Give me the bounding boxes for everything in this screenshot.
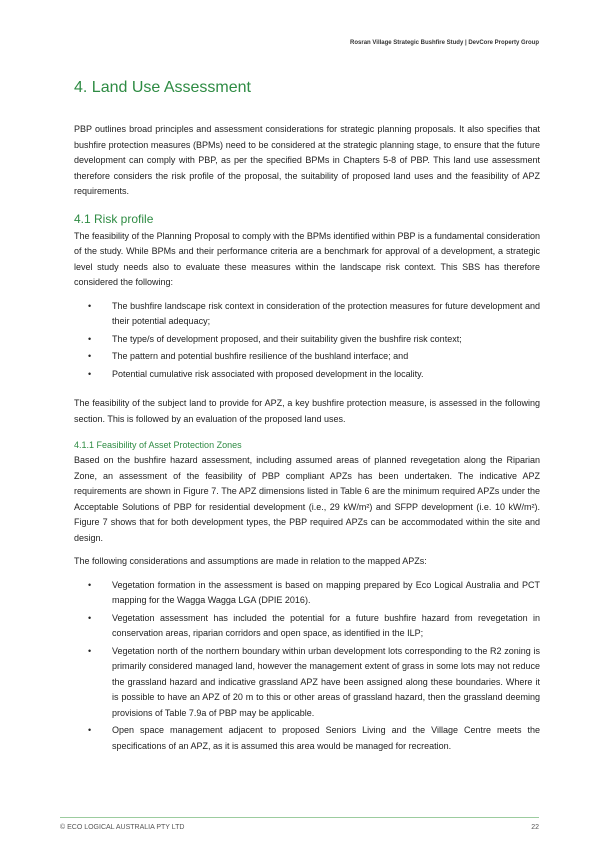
- risk-profile-list: [74, 299, 540, 383]
- bullet-icon: •: [88, 368, 92, 379]
- list-item-text: Vegetation assessment has included the potential for a future bushfire hazard from revegetation in conservation areas, riparian corridors and open space, as identified in the ILP;: [112, 612, 540, 638]
- risk-profile-paragraph-2: The feasibility of the subject land to provide for APZ, a key bushfire protection measure, is assessed in the following section. This is followed by an evaluation of the proposed land uses.: [74, 398, 540, 424]
- apz-list: [74, 578, 540, 755]
- bullet-icon: •: [88, 300, 92, 311]
- list-item: [74, 349, 540, 365]
- apz-paragraph-2: The following considerations and assumptions are made in relation to the mapped APZs:: [74, 556, 427, 566]
- list-item: [74, 611, 540, 642]
- list-item-text: The pattern and potential bushfire resilience of the bushland interface; and: [112, 351, 409, 361]
- bullet-icon: •: [88, 612, 92, 623]
- running-header: Rosran Village Strategic Bushfire Study | DevCore Property Group: [350, 40, 539, 46]
- list-item: [74, 332, 540, 348]
- list-item-text: The bushfire landscape risk context in consideration of the protection measures for future development and their potential adequacy;: [112, 300, 540, 326]
- footer-copyright: © ECO LOGICAL AUSTRALIA PTY LTD: [60, 824, 185, 831]
- page-content: [74, 78, 540, 762]
- list-item: [74, 723, 540, 754]
- bullet-icon: •: [88, 579, 92, 590]
- list-item-text: Vegetation formation in the assessment is based on mapping prepared by Eco Logical Australia and PCT mapping for the Wagga Wagga LGA (DPIE 2016).: [112, 579, 540, 605]
- list-item-text: Open space management adjacent to proposed Seniors Living and the Village Centre meets the specifications of an APZ, as it is assumed this area would be managed for recreation.: [112, 725, 540, 751]
- bullet-icon: •: [88, 645, 92, 656]
- risk-profile-paragraph-1: The feasibility of the Planning Proposal to comply with the BPMs identified within PBP is a fundamental consideration of the study. While BPMs and their performance criteria are a benchmark for approval of a development, a strategic level study needs also to evaluate these measures within the landscape risk context. This SBS has therefore considered the following:: [74, 230, 540, 287]
- page-title: 4. Land Use Assessment: [74, 79, 251, 96]
- intro-paragraph: PBP outlines broad principles and assessment considerations for strategic planning proposals. It also specifies that bushfire protection measures (BPMs) need to be considered at the strategic planning stage, to ensure that the future development can comply with PBP, as per the specified BPMs in Chapters 5-8 of PBP. This land use assessment therefore considers the risk profile of the proposal, the suitability of proposed land uses and the feasibility of APZ requirements.: [74, 124, 540, 196]
- apz-paragraph-1: Based on the bushfire hazard assessment, including assumed areas of planned revegetation along the Riparian Zone, an assessment of the feasibility of PBP compliant APZs has been undertaken. The indicative APZ requirements are shown in Figure 7. The APZ dimensions listed in Table 6 are the minimum required APZs under the Acceptable Solutions of PBP for residential development (i.e., 29 kW/m²) and SFPP development (i.e. 10 kW/m²). Figure 7 shows that for both development types, the PBP required APZs can be accommodated within the site and design.: [74, 455, 540, 543]
- list-item-text: The type/s of development proposed, and their suitability given the bushfire risk context;: [112, 333, 462, 344]
- bullet-icon: •: [88, 351, 92, 361]
- subsection-heading-apz: 4.1.1 Feasibility of Asset Protection Zones: [74, 440, 242, 450]
- bullet-icon: •: [88, 333, 92, 344]
- list-item-text: Vegetation north of the northern boundary within urban development lots corresponding to the R2 zoning is primarily considered managed land, however the management extent of grass in some lots may not reduce the grassland hazard and indicative grassland APZ have been assigned along these boundaries. Where it is possible to have an APZ of 20 m to this or other areas of grassland hazard, then the grassland deeming provisions of Table 7.9a of PBP may be applicable.: [112, 645, 540, 718]
- list-item: [74, 644, 540, 722]
- list-item: [74, 299, 540, 330]
- list-item-text: Potential cumulative risk associated with proposed development in the locality.: [112, 368, 424, 379]
- page-number: 22: [531, 824, 539, 831]
- section-heading-risk-profile: 4.1 Risk profile: [74, 211, 154, 226]
- bullet-icon: •: [88, 725, 92, 735]
- list-item: [74, 578, 540, 609]
- list-item: [74, 367, 540, 383]
- footer-divider: [60, 817, 539, 818]
